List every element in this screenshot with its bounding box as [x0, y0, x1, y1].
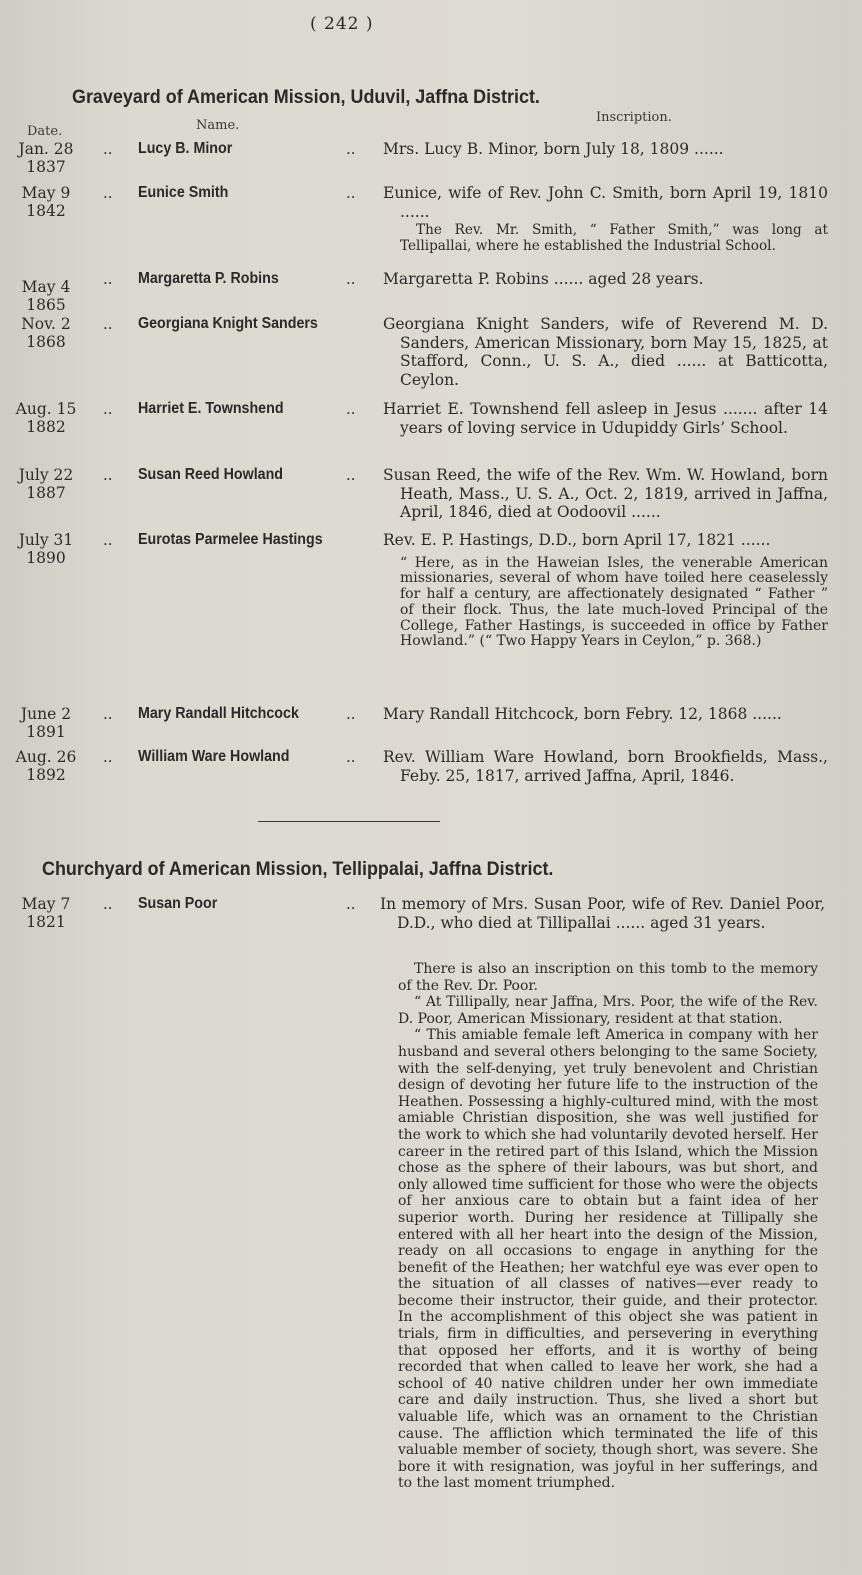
leader-dots: ..	[103, 270, 113, 288]
column-header-date: Date.	[27, 124, 63, 139]
date-year: 1868	[26, 333, 66, 351]
entry-inscription	[383, 140, 828, 159]
leader-dots: ..	[346, 400, 356, 418]
inscription-note: “ Here, as in the Haweian Isles, the venerable American missionaries, several of whom have toiled here ceaselessly for half a century, are affectionately designated “ Father ” of their flock. Thus, the late much-loved Principal of the College, Father Hastings, is succeeded in office by Father Howland.” (“ Two Happy Years in Ceylon,” p. 368.)	[400, 554, 828, 650]
date-year: 1882	[26, 418, 66, 436]
leader-dots: ..	[346, 705, 356, 723]
date-year: 1887	[26, 484, 66, 502]
entry-date	[14, 140, 78, 176]
date-day: July 22	[18, 466, 74, 484]
date-day: May 4	[21, 278, 71, 296]
entry-name: Harriet E. Townshend	[138, 400, 284, 417]
entry-inscription	[383, 466, 828, 522]
entry-date	[14, 184, 78, 220]
entry-name: Susan Poor	[138, 895, 218, 912]
leader-dots: ..	[346, 270, 356, 288]
entry-name: Lucy B. Minor	[138, 140, 233, 157]
entry-inscription	[383, 400, 828, 437]
entry-inscription	[383, 705, 828, 724]
leader-dots: ..	[103, 748, 113, 766]
inscription-text: Mrs. Lucy B. Minor, born July 18, 1809 ......	[383, 140, 724, 158]
date-day: Aug. 26	[15, 748, 77, 766]
column-header-name: Name.	[196, 118, 240, 133]
inscription-text: Susan Reed, the wife of the Rev. Wm. W. Howland, born Heath, Mass., U. S. A., Oct. 2, 1819, arrived in Jaffna, April, 1846, died at Oodoovil ......	[383, 466, 828, 521]
entry-name: Margaretta P. Robins	[138, 270, 279, 287]
section-title-tellippalai: Churchyard of American Mission, Tellippalai, Jaffna District.	[42, 858, 554, 880]
inscription-text: Eunice, wife of Rev. John C. Smith, born April 19, 1810 ......	[383, 184, 828, 221]
entry-inscription	[383, 531, 828, 650]
date-day: Nov. 2	[21, 315, 71, 333]
inscription-text: Rev. E. P. Hastings, D.D., born April 17, 1821 ......	[383, 531, 771, 549]
entry-inscription	[383, 748, 828, 785]
leader-dots: ..	[346, 748, 356, 766]
entry-date	[14, 278, 78, 314]
inscription-text: Mary Randall Hitchcock, born Febry. 12, 1868 ......	[383, 705, 782, 723]
inscription-note: The Rev. Mr. Smith, “ Father Smith,” was long at Tellipallai, where he established the Industrial School.	[400, 222, 828, 254]
entry-date	[14, 705, 78, 741]
date-day: June 2	[20, 705, 72, 723]
page-number: ( 242 )	[310, 14, 374, 34]
leader-dots: ..	[103, 400, 113, 418]
date-year: 1891	[26, 723, 66, 741]
entry-name: Mary Randall Hitchcock	[138, 705, 299, 722]
date-year: 1892	[26, 766, 66, 784]
leader-dots: ..	[346, 466, 356, 484]
inscription-text: Harriet E. Townshend fell asleep in Jesus ....... after 14 years of loving service in Udupiddy Girls’ School.	[383, 400, 828, 437]
date-day: May 9	[21, 184, 71, 202]
section-title-uduvil: Graveyard of American Mission, Uduvil, Jaffna District.	[72, 86, 540, 108]
leader-dots: ..	[103, 466, 113, 484]
entry-date	[14, 400, 78, 436]
date-year: 1890	[26, 549, 66, 567]
entry-name: Eurotas Parmelee Hastings	[138, 531, 323, 548]
leader-dots: ..	[346, 184, 356, 202]
date-year: 1865	[26, 296, 66, 314]
entry-date	[14, 895, 78, 931]
note-paragraph: “ At Tillipally, near Jaffna, Mrs. Poor, the wife of the Rev. D. Poor, American Missionary, resident at that station.	[398, 994, 818, 1027]
inscription-text: In memory of Mrs. Susan Poor, wife of Rev. Daniel Poor, D.D., who died at Tillipallai ...... aged 31 years.	[380, 895, 825, 932]
inscription-text: Margaretta P. Robins ...... aged 28 years.	[383, 270, 704, 288]
inscription-text: Georgiana Knight Sanders, wife of Reverend M. D. Sanders, American Missionary, born May 15, 1825, at Stafford, Conn., U. S. A., died ...... at Batticotta, Ceylon.	[383, 315, 828, 389]
leader-dots: ..	[103, 895, 113, 913]
entry-date	[14, 531, 78, 567]
date-day: May 7	[21, 895, 71, 913]
entry-inscription	[383, 315, 828, 389]
date-day: Aug. 15	[15, 400, 77, 418]
entry-name: Eunice Smith	[138, 184, 229, 201]
entry-name: William Ware Howland	[138, 748, 290, 765]
entry-date	[14, 315, 78, 351]
entry-inscription	[383, 184, 828, 254]
date-year: 1821	[26, 913, 66, 931]
entry-inscription	[383, 270, 828, 289]
date-year: 1837	[26, 158, 66, 176]
entry-name: Georgiana Knight Sanders	[138, 315, 318, 332]
entry-date	[14, 748, 78, 784]
leader-dots: ..	[103, 315, 113, 333]
entry-name: Susan Reed Howland	[138, 466, 284, 483]
leader-dots: ..	[103, 184, 113, 202]
entry-date	[14, 466, 78, 502]
entry-inscription	[380, 895, 825, 932]
inscription-notes	[398, 961, 818, 1492]
leader-dots: ..	[346, 895, 356, 913]
leader-dots: ..	[346, 140, 356, 158]
leader-dots: ..	[103, 531, 113, 549]
date-day: Jan. 28	[18, 140, 74, 158]
column-header-inscription: Inscription.	[596, 110, 672, 125]
note-paragraph: “ This amiable female left America in company with her husband and several others belonging to the same Society, with the self-denying, yet truly benevolent and Christian design of devoting her future life to the instruction of the Heathen. Possessing a highly-cultured mind, with the most amiable Christian disposition, she was well justified for the work to which she had voluntarily devoted herself. Her career in the retired part of this Island, which the Mission chose as the sphere of their labours, was but short, and only allowed time sufficient for those who were the objects of her anxious care to obtain but a faint idea of her superior worth. During her residence at Tillipally she entered with all her heart into the design of the Mission, ready on all occasions to engage in anything for the benefit of the Heathen; her watchful eye was ever open to the situation of all classes of natives—ever ready to become their instructor, their guide, and their protector. In the accomplishment of this object she was patient in trials, firm in difficulties, and persevering in everything that opposed her efforts, and it is worthy of being recorded that when called to leave her work, she had a school of 40 native children under her own immediate care and daily instruction. Thus, she lived a short but valuable life, which was an ornament to the Christian cause. The affliction which terminated the life of this valuable member of society, though short, was severe. She bore it with resignation, was joyful in her sufferings, and to the last moment triumphed.	[398, 1027, 818, 1492]
date-year: 1842	[26, 202, 66, 220]
leader-dots: ..	[103, 705, 113, 723]
date-day: July 31	[18, 531, 74, 549]
section-divider	[258, 821, 440, 822]
leader-dots: ..	[103, 140, 113, 158]
note-paragraph: There is also an inscription on this tomb to the memory of the Rev. Dr. Poor.	[398, 961, 818, 994]
inscription-text: Rev. William Ware Howland, born Brookfields, Mass., Feby. 25, 1817, arrived Jaffna, April, 1846.	[383, 748, 828, 785]
